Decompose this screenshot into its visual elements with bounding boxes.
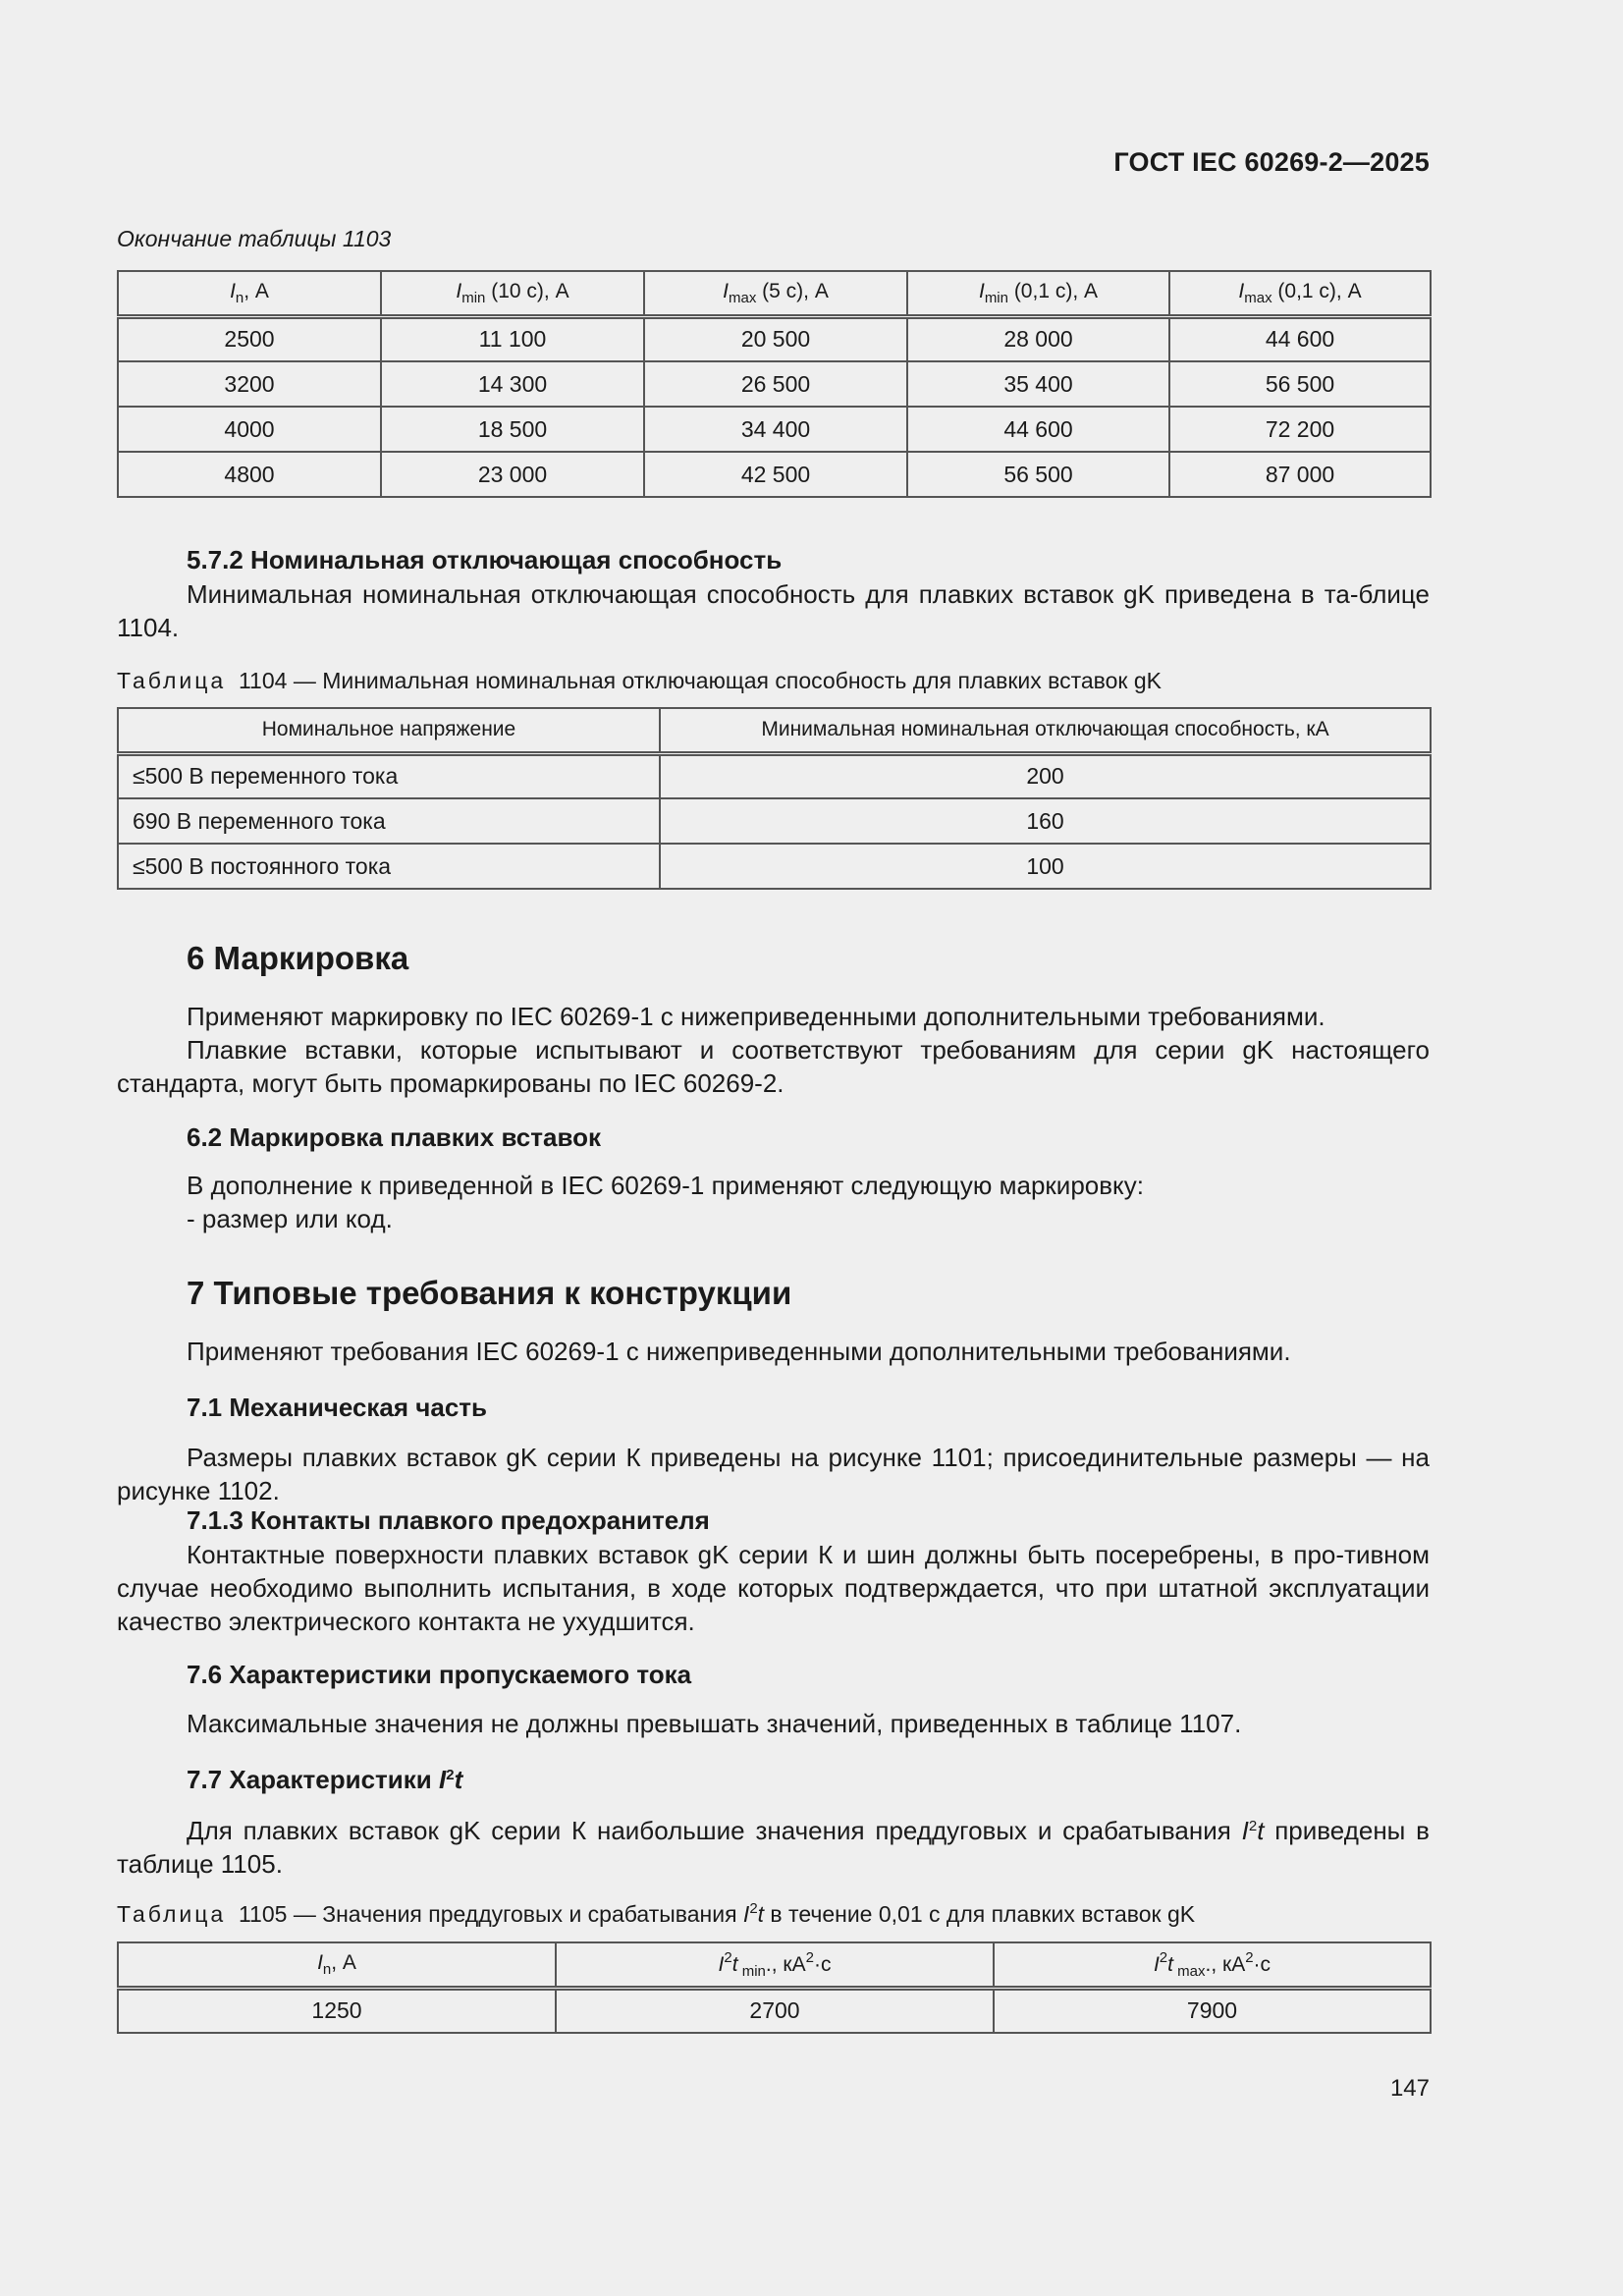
section-6-paragraph-2: Плавкие вставки, которые испытывают и соответствуют требованиям для серии gK настоящего стандарта, могут быть промаркированы по IEC 60269-2. [117, 1035, 1430, 1098]
table-cell: 1250 [118, 1988, 556, 2033]
section-6-2-paragraph-1: В дополнение к приведенной в IEC 60269-1 применяют следующую маркировку: [187, 1171, 1144, 1200]
table-row [118, 844, 1431, 889]
table-1103-caption: Окончание таблицы 1103 [117, 226, 392, 251]
table-cell: 44 600 [907, 407, 1169, 452]
table-1104-caption: Таблица 1104 — Минимальная номинальная отключающая способность для плавких вставок gK [117, 668, 1162, 693]
table-row [118, 798, 1431, 844]
table-row [118, 753, 1431, 798]
table-cell: 2500 [118, 316, 381, 361]
table-cell: 3200 [118, 361, 381, 407]
table-cell: 72 200 [1169, 407, 1431, 452]
section-7-6-paragraph: Максимальные значения не должны превышать значений, приведенных в таблице 1107. [187, 1709, 1242, 1738]
section-7-1-3-heading: 7.1.3 Контакты плавкого предохранителя [187, 1505, 710, 1535]
table-cell: 18 500 [381, 407, 644, 452]
table-cell: 4000 [118, 407, 381, 452]
table-cell: 20 500 [644, 316, 907, 361]
section-7-paragraph-1: Применяют требования IEC 60269-1 с нижеприведенными дополнительными требованиями. [187, 1337, 1291, 1366]
section-7-6-heading: 7.6 Характеристики пропускаемого тока [187, 1660, 692, 1689]
section-7-1-3-paragraph: Контактные поверхности плавких вставок gK серии К и шин должны быть посеребрены, в про-тивном случае необходимо выполнить испытания, в ходе которых подтверждается, что при штатной эксплуатации качество электрического контакта не ухудшится. [117, 1540, 1430, 1636]
header-cell: Номинальное напряжение [118, 708, 660, 753]
table-row [118, 452, 1431, 497]
section-7-heading: 7 Типовые требования к конструкции [187, 1275, 792, 1311]
header-cell: $I_n$, А [118, 1942, 556, 1988]
header-cell: $I_{max}$ (0,1 с), А [1169, 271, 1431, 316]
table-cell: 56 500 [1169, 361, 1431, 407]
table-row [118, 316, 1431, 361]
table-cell: 28 000 [907, 316, 1169, 361]
table-cell: 7900 [994, 1988, 1431, 2033]
table-cell: 34 400 [644, 407, 907, 452]
document-code: ГОСТ IEC 60269-2—2025 [1113, 147, 1430, 177]
table-cell: 100 [660, 844, 1431, 889]
table-header-row [118, 271, 1431, 316]
table-cell: 690 В переменного тока [118, 798, 660, 844]
table-cell: ≤500 В переменного тока [118, 753, 660, 798]
section-6-2-paragraph-2: - размер или код. [187, 1204, 393, 1233]
table-cell: 35 400 [907, 361, 1169, 407]
section-7-1-heading: 7.1 Механическая часть [187, 1393, 488, 1422]
table-cell: 14 300 [381, 361, 644, 407]
header-cell: $I^2t$ $_{min}$., $кА^2\cdot с$ [556, 1942, 994, 1988]
table-cell: 23 000 [381, 452, 644, 497]
page-number: 147 [1389, 2075, 1430, 2102]
header-cell: $I_{max}$ (5 с), А [644, 271, 907, 316]
section-6-heading: 6 Маркировка [187, 940, 409, 976]
table-cell: 56 500 [907, 452, 1169, 497]
table-cell: 42 500 [644, 452, 907, 497]
table-header-row [118, 1942, 1431, 1988]
header-cell: $I_{min}$ (0,1 с), А [907, 271, 1169, 316]
table-cell: 87 000 [1169, 452, 1431, 497]
table-cell: 4800 [118, 452, 381, 497]
section-5-7-2-heading: 5.7.2 Номинальная отключающая способность [187, 545, 783, 574]
table-1104 [117, 707, 1432, 890]
header-cell: $I^2t$ $_{max}$., $кА^2\cdot с$ [994, 1942, 1431, 1988]
table-cell: 200 [660, 753, 1431, 798]
table-header-row [118, 708, 1431, 753]
table-cell: 160 [660, 798, 1431, 844]
table-cell: 26 500 [644, 361, 907, 407]
table-1105-caption: Таблица 1105 — Значения преддуговых и срабатывания $I^2t$ в течение 0,01 с для плавких вставок gK [117, 1900, 1196, 1927]
table-1103 [117, 270, 1432, 498]
header-cell: Минимальная номинальная отключающая способность, кА [660, 708, 1431, 753]
section-6-paragraph-1: Применяют маркировку по IEC 60269-1 с нижеприведенными дополнительными требованиями. [187, 1002, 1325, 1031]
section-7-7-paragraph: Для плавких вставок gK серии К наибольшие значения преддуговых и срабатывания $I^2t$ приведены в таблице 1105. [117, 1816, 1430, 1879]
table-row [118, 407, 1431, 452]
section-7-7-heading: 7.7 Характеристики $I^2t$ [187, 1765, 463, 1794]
section-5-7-2-text: Минимальная номинальная отключающая способность для плавких вставок gK приведена в та-блице 1104. [117, 579, 1430, 642]
section-7-1-paragraph: Размеры плавких вставок gK серии К приведены на рисунке 1101; присоединительные размеры — на рисунке 1102. [117, 1443, 1430, 1505]
table-cell: ≤500 В постоянного тока [118, 844, 660, 889]
table-cell: 2700 [556, 1988, 994, 2033]
header-cell: $I_{min}$ (10 с), А [381, 271, 644, 316]
header-cell: $I_n$, А [118, 271, 381, 316]
table-row [118, 361, 1431, 407]
table-1105 [117, 1941, 1432, 2034]
table-cell: 44 600 [1169, 316, 1431, 361]
table-row [118, 1988, 1431, 2033]
table-cell: 11 100 [381, 316, 644, 361]
section-6-2-heading: 6.2 Маркировка плавких вставок [187, 1122, 601, 1152]
